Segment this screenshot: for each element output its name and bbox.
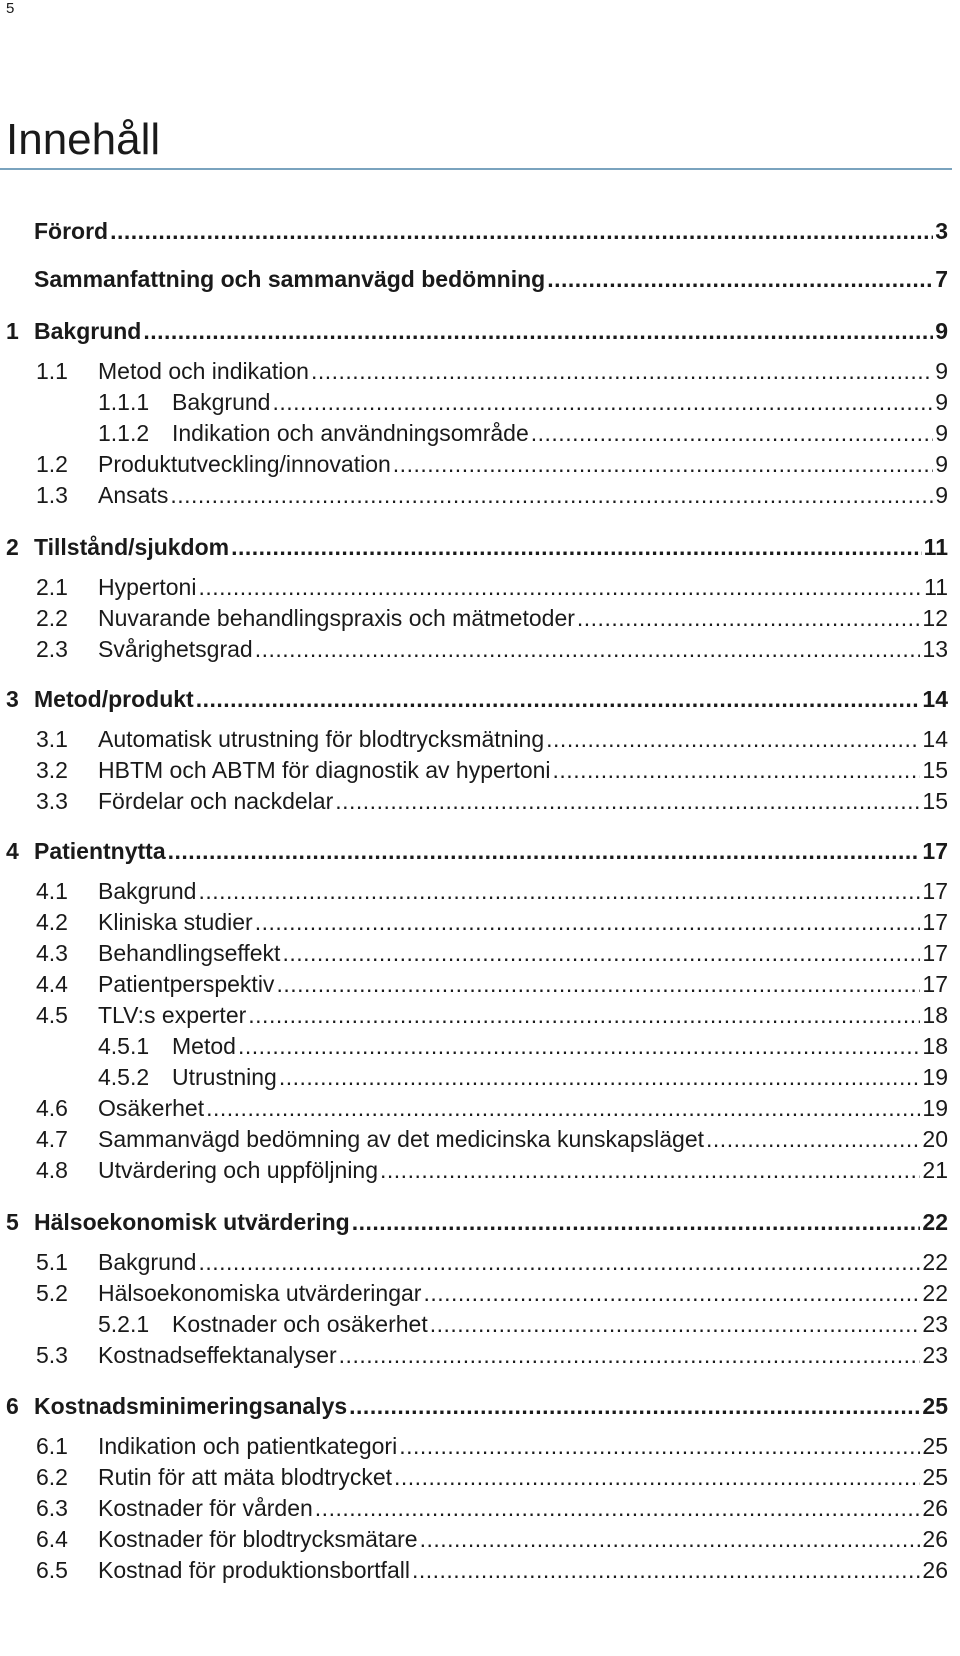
toc-entry-page: 14 (922, 686, 948, 712)
toc-entry[interactable] (36, 939, 948, 967)
toc-entry-page: 20 (922, 1126, 948, 1152)
toc-dot-leader (248, 1001, 920, 1029)
toc-entry[interactable] (36, 357, 948, 385)
toc-dot-leader (255, 908, 921, 936)
toc-entry-number: 4.5.1 (98, 1033, 150, 1059)
toc-entry[interactable] (34, 265, 948, 293)
toc-entry-label: Bakgrund (172, 389, 271, 415)
toc-dot-leader (198, 877, 920, 905)
page-title: Innehåll (6, 115, 161, 165)
toc-entry-number: 5.2.1 (98, 1311, 150, 1337)
toc-entry[interactable] (36, 481, 948, 509)
toc-entry-number: 2.3 (36, 636, 68, 662)
toc-entry-number: 3.2 (36, 757, 68, 783)
toc-entry-page: 17 (922, 878, 948, 904)
toc-dot-leader (198, 1248, 920, 1276)
toc-entry-page: 26 (922, 1526, 948, 1552)
toc-entry-page: 26 (922, 1557, 948, 1583)
toc-entry[interactable] (98, 1032, 948, 1060)
toc-entry-label: Tillstånd/sjukdom (34, 534, 230, 560)
toc-entry-page: 23 (922, 1311, 948, 1337)
toc-entry[interactable] (36, 756, 948, 784)
toc-entry-label: Ansats (98, 482, 169, 508)
toc-dot-leader (276, 970, 920, 998)
toc-entry-page: 9 (935, 482, 948, 508)
toc-entry[interactable] (36, 1556, 948, 1584)
toc-entry[interactable] (36, 635, 948, 663)
toc-entry-number: 4 (6, 838, 19, 864)
toc-entry-number: 6.4 (36, 1526, 68, 1552)
toc-entry-page: 21 (922, 1157, 948, 1183)
toc-dot-leader (394, 1463, 920, 1491)
toc-entry[interactable] (36, 1494, 948, 1522)
toc-entry-label: Osäkerhet (98, 1095, 205, 1121)
toc-entry-label: Patientperspektiv (98, 971, 275, 997)
toc-entry-number: 1.1.2 (98, 420, 150, 446)
toc-entry[interactable] (98, 419, 948, 447)
toc-entry[interactable] (98, 388, 948, 416)
toc-entry[interactable] (98, 1310, 948, 1338)
toc-entry[interactable] (36, 1525, 948, 1553)
toc-entry[interactable] (36, 1001, 948, 1029)
toc-entry-page: 22 (922, 1280, 948, 1306)
toc-entry-label: Kliniska studier (98, 909, 253, 935)
toc-entry-label: Kostnadseffektanalyser (98, 1342, 337, 1368)
toc-dot-leader (255, 635, 921, 663)
toc-dot-leader (547, 265, 933, 293)
toc-entry-number: 4.2 (36, 909, 68, 935)
toc-entry[interactable] (98, 1063, 948, 1091)
toc-dot-leader (272, 388, 933, 416)
toc-entry-label: Kostnader för blodtrycksmätare (98, 1526, 418, 1552)
toc-entry-page: 22 (922, 1249, 948, 1275)
toc-entry-number: 5.1 (36, 1249, 68, 1275)
toc-dot-leader (706, 1125, 920, 1153)
toc-entry-page: 18 (922, 1033, 948, 1059)
toc-entry-number: 5.3 (36, 1342, 68, 1368)
toc-entry-number: 1 (6, 318, 19, 344)
toc-entry-number: 4.8 (36, 1157, 68, 1183)
toc-dot-leader (380, 1156, 920, 1184)
toc-dot-leader (110, 217, 933, 245)
toc-entry-number: 1.3 (36, 482, 68, 508)
toc-entry[interactable] (36, 908, 948, 936)
toc-entry-label: Kostnadsminimeringsanalys (34, 1393, 348, 1419)
toc-entry-page: 7 (935, 266, 948, 292)
toc-dot-leader (315, 1494, 921, 1522)
toc-entry-label: Hälsoekonomiska utvärderingar (98, 1280, 422, 1306)
toc-entry-label: Rutin för att mäta blodtrycket (98, 1464, 393, 1490)
toc-dot-leader (531, 419, 933, 447)
toc-entry-number: 2.2 (36, 605, 68, 631)
toc-entry-label: Metod och indikation (98, 358, 309, 384)
toc-entry-number: 4.6 (36, 1095, 68, 1121)
toc-entry-label: Bakgrund (98, 878, 197, 904)
toc-entry[interactable] (34, 217, 948, 245)
toc-entry-label: Utrustning (172, 1064, 277, 1090)
toc-dot-leader (279, 1063, 921, 1091)
toc-dot-leader (206, 1094, 920, 1122)
toc-entry-label: Hypertoni (98, 574, 197, 600)
toc-entry-label: Sammanfattning och sammanvägd bedömning (34, 266, 546, 292)
toc-entry[interactable] (6, 837, 948, 865)
toc-entry-label: Fördelar och nackdelar (98, 788, 334, 814)
toc-entry-page: 9 (935, 318, 948, 344)
toc-entry-number: 1.1.1 (98, 389, 150, 415)
toc-entry-label: Patientnytta (34, 838, 166, 864)
toc-entry-number: 4.3 (36, 940, 68, 966)
toc-dot-leader (282, 939, 920, 967)
toc-entry-label: HBTM och ABTM för diagnostik av hypertoni (98, 757, 551, 783)
toc-entry-number: 4.5.2 (98, 1064, 150, 1090)
toc-entry[interactable] (36, 1432, 948, 1460)
toc-entry[interactable] (36, 604, 948, 632)
toc-entry-page: 19 (922, 1095, 948, 1121)
toc-entry-page: 17 (922, 940, 948, 966)
toc-entry[interactable] (36, 1248, 948, 1276)
toc-entry-page: 17 (922, 909, 948, 935)
toc-entry-label: Bakgrund (34, 318, 142, 344)
toc-entry-label: Metod/produkt (34, 686, 194, 712)
toc-entry-page: 19 (922, 1064, 948, 1090)
toc-entry-label: Indikation och användningsområde (172, 420, 529, 446)
toc-dot-leader (168, 837, 921, 865)
toc-entry-number: 4.1 (36, 878, 68, 904)
toc-entry-label: Bakgrund (98, 1249, 197, 1275)
toc-entry-label: Nuvarande behandlingspraxis och mätmetoder (98, 605, 575, 631)
toc-entry-page: 9 (935, 358, 948, 384)
toc-entry-number: 6.1 (36, 1433, 68, 1459)
toc-entry-page: 25 (922, 1464, 948, 1490)
toc-dot-leader (311, 357, 933, 385)
toc-entry[interactable] (36, 1341, 948, 1369)
toc-entry-page: 13 (922, 636, 948, 662)
toc-entry-number: 6.5 (36, 1557, 68, 1583)
toc-dot-leader (393, 450, 933, 478)
toc-entry-number: 6.2 (36, 1464, 68, 1490)
toc-entry-page: 17 (922, 971, 948, 997)
toc-entry-number: 1.1 (36, 358, 68, 384)
toc-entry-label: Produktutveckling/innovation (98, 451, 391, 477)
toc-entry-page: 3 (935, 218, 948, 244)
toc-entry[interactable] (36, 725, 948, 753)
toc-entry-page: 12 (922, 605, 948, 631)
toc-entry-label: Metod (172, 1033, 236, 1059)
toc-entry-label: Sammanvägd bedömning av det medicinska kunskapsläget (98, 1126, 705, 1152)
toc-dot-leader (231, 533, 922, 561)
toc-entry[interactable] (36, 1094, 948, 1122)
toc-entry-label: Kostnader och osäkerhet (172, 1311, 428, 1337)
toc-dot-leader (335, 787, 920, 815)
toc-entry-label: Kostnad för produktionsbortfall (98, 1557, 410, 1583)
toc-entry-page: 11 (924, 574, 948, 600)
toc-entry-label: Automatisk utrustning för blodtrycksmätning (98, 726, 545, 752)
toc-entry-label: TLV:s experter (98, 1002, 247, 1028)
toc-entry-number: 5.2 (36, 1280, 68, 1306)
toc-entry-page: 25 (922, 1393, 948, 1419)
toc-entry[interactable] (36, 787, 948, 815)
toc-dot-leader (196, 685, 921, 713)
toc-entry-page: 25 (922, 1433, 948, 1459)
toc-entry-page: 23 (922, 1342, 948, 1368)
toc-entry-number: 3.1 (36, 726, 68, 752)
toc-dot-leader (339, 1341, 921, 1369)
toc-dot-leader (577, 604, 921, 632)
toc-entry-number: 4.7 (36, 1126, 68, 1152)
toc-entry[interactable] (6, 1208, 948, 1236)
toc-dot-leader (143, 317, 933, 345)
toc-entry-label: Indikation och patientkategori (98, 1433, 398, 1459)
title-divider (0, 168, 952, 170)
toc-entry-number: 5 (6, 1209, 19, 1235)
toc-dot-leader (430, 1310, 921, 1338)
toc-dot-leader (170, 481, 933, 509)
toc-entry[interactable] (6, 533, 948, 561)
toc-entry-label: Behandlingseffekt (98, 940, 281, 966)
toc-entry-number: 3.3 (36, 788, 68, 814)
toc-dot-leader (238, 1032, 920, 1060)
toc-entry-page: 15 (922, 788, 948, 814)
toc-entry-label: Kostnader för vården (98, 1495, 313, 1521)
toc-entry[interactable] (36, 1279, 948, 1307)
toc-entry-page: 26 (922, 1495, 948, 1521)
toc-dot-leader (546, 725, 920, 753)
toc-entry-number: 4.5 (36, 1002, 68, 1028)
toc-dot-leader (553, 756, 921, 784)
toc-entry-label: Utvärdering och uppföljning (98, 1157, 379, 1183)
toc-dot-leader (420, 1525, 921, 1553)
toc-entry-page: 9 (935, 389, 948, 415)
toc-dot-leader (399, 1432, 920, 1460)
toc-dot-leader (349, 1392, 920, 1420)
toc-entry[interactable] (6, 317, 948, 345)
toc-entry-number: 2 (6, 534, 19, 560)
toc-entry-page: 17 (922, 838, 948, 864)
toc-entry[interactable] (36, 1125, 948, 1153)
toc-entry[interactable] (6, 685, 948, 713)
toc-entry-label: Förord (34, 218, 109, 244)
toc-entry[interactable] (36, 573, 948, 601)
toc-entry-number: 6.3 (36, 1495, 68, 1521)
toc-entry-page: 18 (922, 1002, 948, 1028)
toc-entry[interactable] (36, 450, 948, 478)
toc-entry-number: 6 (6, 1393, 19, 1419)
toc-entry-number: 2.1 (36, 574, 68, 600)
toc-entry-page: 15 (922, 757, 948, 783)
toc-dot-leader (412, 1556, 920, 1584)
toc-dot-leader (423, 1279, 920, 1307)
toc-entry[interactable] (36, 1156, 948, 1184)
toc-entry[interactable] (36, 970, 948, 998)
toc-entry[interactable] (6, 1392, 948, 1420)
page-number: 5 (6, 0, 15, 17)
toc-dot-leader (352, 1208, 921, 1236)
toc-entry-number: 4.4 (36, 971, 68, 997)
toc-entry[interactable] (36, 1463, 948, 1491)
toc-entry-page: 14 (922, 726, 948, 752)
toc-entry-page: 22 (922, 1209, 948, 1235)
toc-entry-label: Hälsoekonomisk utvärdering (34, 1209, 350, 1235)
toc-entry-number: 3 (6, 686, 19, 712)
toc-entry[interactable] (36, 877, 948, 905)
toc-entry-label: Svårighetsgrad (98, 636, 253, 662)
toc-entry-number: 1.2 (36, 451, 68, 477)
toc-entry-page: 9 (935, 451, 948, 477)
toc-entry-page: 9 (935, 420, 948, 446)
toc-entry-page: 11 (923, 534, 948, 560)
toc-dot-leader (198, 573, 922, 601)
